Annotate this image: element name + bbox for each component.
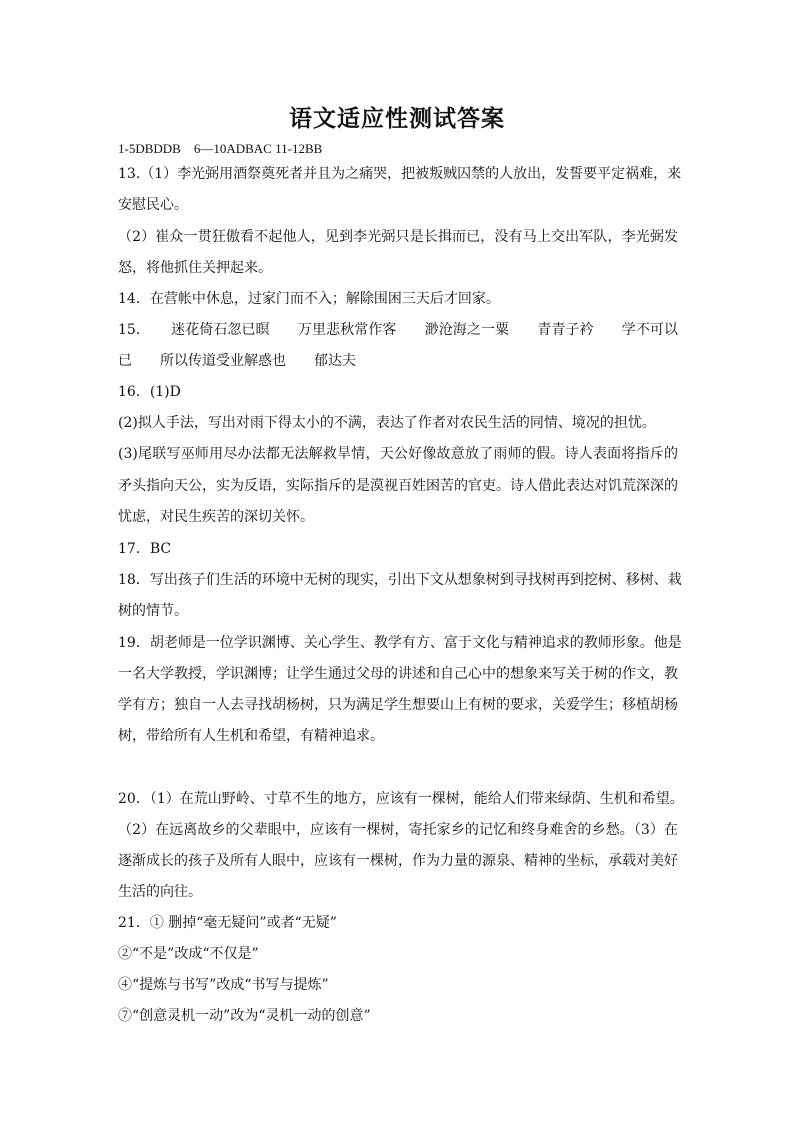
answer-15-line-2: 已 所以传道受业解惑也 郁达夫 bbox=[118, 353, 356, 369]
answer-14-line: 14．在营帐中休息，过家门而不入；解除围困三天后才回家。 bbox=[118, 291, 500, 307]
answer-13-line-4: 怒，将他抓住关押起来。 bbox=[118, 260, 272, 276]
page-title: 语文适应性测试答案 bbox=[289, 105, 505, 132]
answer-20-line-3: 逐渐成长的孩子及所有人眼中，应该有一棵树，作为力量的源泉、精神的坐标，承载对美好 bbox=[118, 853, 678, 869]
answer-19-line-2: 一名大学教授，学识渊博；让学生通过父母的讲述和自己心中的想象来写关于树的作文，教 bbox=[118, 666, 678, 682]
answer-19-line-3: 学有方；独自一人去寻找胡杨树，只为满足学生想要山上有树的要求，关爱学生；移植胡杨 bbox=[118, 697, 678, 713]
answer-13-line-3: （2）崔众一贯狂傲看不起他人，见到李光弼只是长揖而已，没有马上交出军队，李光弼发 bbox=[118, 229, 678, 245]
answer-21-line-3: ④“提炼与书写”改成“书写与提炼” bbox=[118, 977, 329, 993]
answer-21-line-2: ②“不是”改成“不仅是” bbox=[118, 946, 259, 962]
answer-13-line-2: 安慰民心。 bbox=[118, 197, 188, 213]
answer-15-line-1: 15． 迷花倚石忽已暝 万里悲秋常作客 渺沧海之一粟 青青子衿 学不可以 bbox=[118, 322, 678, 338]
answer-19-line-1: 19．胡老师是一位学识渊博、关心学生、教学有方、富于文化与精神追求的教师形象。他是 bbox=[118, 635, 682, 651]
answer-16-line-4: 矛头指向天公，实为反语，实际指斥的是漠视百姓困苦的官吏。诗人借此表达对饥荒深深的 bbox=[118, 478, 678, 494]
answer-18-line-1: 18．写出孩子们生活的环境中无树的现实，引出下文从想象树到寻找树再到挖树、移树、栽 bbox=[118, 572, 682, 588]
answer-21-line-1: 21．① 删掉“毫无疑问”或者“无疑” bbox=[118, 915, 337, 931]
answer-20-line-1: 20．（1）在荒山野岭、寸草不生的地方，应该有一棵树，能给人们带来绿荫、生机和希望。 bbox=[118, 791, 684, 807]
answer-16-line-5: 忧虑，对民生疾苦的深切关怀。 bbox=[118, 509, 314, 525]
answer-20-line-2: （2）在远离故乡的父辈眼中，应该有一棵树，寄托家乡的记忆和终身难舍的乡愁。（3）在 bbox=[118, 822, 678, 838]
answer-16-line-1: 16．(1)D bbox=[118, 384, 181, 400]
answer-19-line-4: 树，带给所有人生机和希望，有精神追求。 bbox=[118, 728, 384, 744]
answer-21-line-4: ⑦“创意灵机一动”改为“灵机一动的创意” bbox=[118, 1008, 371, 1024]
answer-17-line: 17．BC bbox=[118, 541, 172, 557]
answer-13-line-1: 13.（1）李光弼用酒祭奠死者并且为之痛哭，把被叛贼囚禁的人放出，发誓要平定祸难，来 bbox=[118, 166, 682, 182]
answer-20-line-4: 生活的向往。 bbox=[118, 884, 202, 900]
answer-18-line-2: 树的情节。 bbox=[118, 603, 188, 619]
mc-answers-line: 1-5DBDDB 6—10ADBAC 11-12BB bbox=[118, 141, 323, 156]
answer-16-line-3: (3)尾联写巫师用尽办法都无法解救旱情，天公好像故意放了雨师的假。诗人表面将指斥的 bbox=[118, 446, 678, 462]
answer-16-line-2: (2)拟人手法，写出对雨下得太小的不满，表达了作者对农民生活的同情、境况的担忧。 bbox=[118, 415, 656, 431]
